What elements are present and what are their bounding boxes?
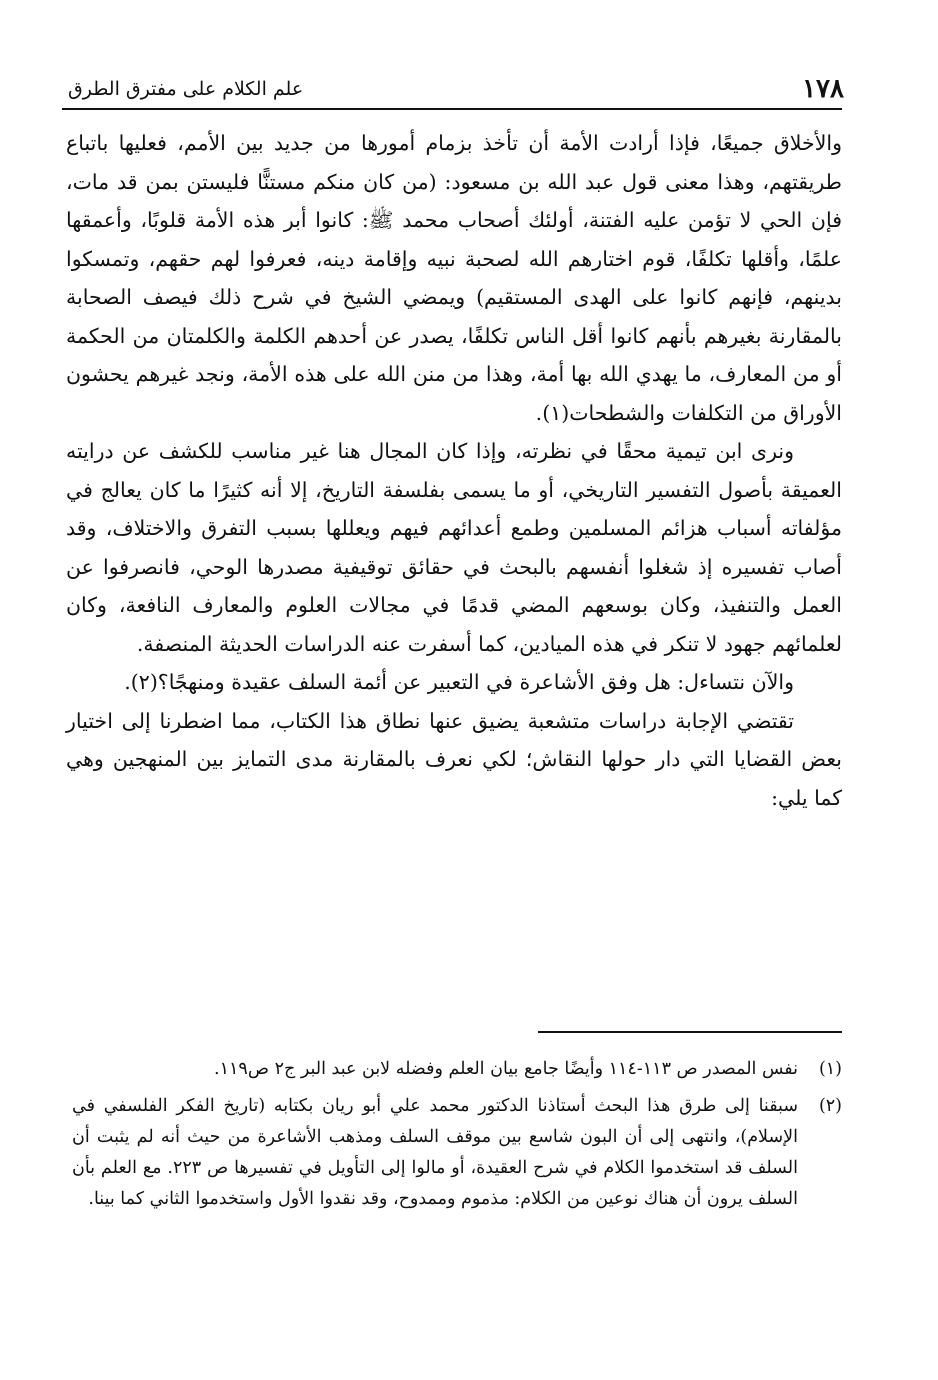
footnote-text: نفس المصدر ص ١١٣-١١٤ وأيضًا جامع بيان العلم وفضله لابن عبد البر ج٢ ص١١٩.: [214, 1059, 798, 1079]
main-text: [66, 124, 842, 817]
footnote-text: سبقنا إلى طرق هذا البحث أستاذنا الدكتور محمد علي أبو ريان بكتابه (تاريخ الفكر الفلسفي في الإسلام)، وانتهى إلى أن البون شاسع بين موقف السلف ومذهب الأشاعرة من حيث أنه لم يثبت أن السلف قد استخدموا الكلام في شرح العقيدة، أو مالوا إلى التأويل في تفسيرها ص ٢٢٣. مع العلم بأن السلف يرون أن هناك نوعين من الكلام: مذموم وممدوح، وقد نقدوا الأول واستخدموا الثاني كما بينا.: [72, 1096, 798, 1209]
paragraph-1: والأخلاق جميعًا، فإذا أرادت الأمة أن تأخذ بزمام أمورها من جديد بين الأمم، فعليها باتباع طريقتهم، وهذا معنى قول عبد الله بن مسعود: (من كان منكم مستنًّا فليستن بمن قد مات، فإن الحي لا تؤمن عليه الفتنة، أولئك أصحاب محمد ﷺ: كانوا أبر هذه الأمة قلوبًا، وأعمقها علمًا، وأقلها تكلفًا، قوم اختارهم الله لصحبة نبيه وإقامة دينه، فعرفوا لهم حقهم، وتمسكوا بدينهم، فإنهم كانوا على الهدى المستقيم) ويمضي الشيخ في شرح ذلك فيصف الصحابة بالمقارنة بغيرهم بأنهم كانوا أقل الناس تكلفًا، يصدر عن أحدهم الكلمة والكلمتان من الحكمة أو من المعارف، ما يهدي الله بها أمة، وهذا من منن الله على هذه الأمة، ونجد غيرهم يحشون الأوراق من التكلفات والشطحات(١).: [66, 131, 842, 425]
page-number: ١٧٨: [802, 74, 844, 104]
header-rule: [62, 108, 842, 110]
footnote-2: [72, 1091, 842, 1215]
paragraph-4: تقتضي الإجابة دراسات متشعبة يضيق عنها نطاق هذا الكتاب، مما اضطرنا إلى اختيار بعض القضايا التي دار حولها النقاش؛ لكي نعرف بالمقارنة مدى التمايز بين المنهجين وهي كما يلي:: [66, 708, 842, 810]
paragraph-2: ونرى ابن تيمية محقًا في نظرته، وإذا كان المجال هنا غير مناسب للكشف عن درايته العميقة بأصول التفسير التاريخي، أو ما يسمى بفلسفة التاريخ، إلا أنه كثيرًا ما كان يعالج في مؤلفاته أسباب هزائم المسلمين وطمع أعدائهم فيهم ويعللها بسبب التفرق والاختلاف، وقد أصاب تفسيره إذ شغلوا أنفسهم بالبحث في حقائق توقيفية مصدرها الوحي، فانصرفوا عن العمل والتنفيذ، وكان بوسعهم المضي قدمًا في مجالات العلوم والمعارف النافعة، وكان لعلمائهم جهود لا تنكر في هذه الميادين، كما أسفرت عنه الدراسات الحديثة المنصفة.: [66, 439, 842, 656]
footnotes: [72, 1054, 842, 1221]
footnote-number: (١): [818, 1059, 842, 1079]
footnote-1: [72, 1054, 842, 1085]
running-title: علم الكلام على مفترق الطرق: [68, 78, 304, 100]
paragraph-3: والآن نتساءل: هل وفق الأشاعرة في التعبير عن أئمة السلف عقيدة ومنهجًا؟(٢).: [124, 670, 794, 694]
footnote-number: (٢): [818, 1096, 842, 1116]
page-header: [62, 68, 844, 108]
footnote-separator: [538, 1031, 842, 1033]
